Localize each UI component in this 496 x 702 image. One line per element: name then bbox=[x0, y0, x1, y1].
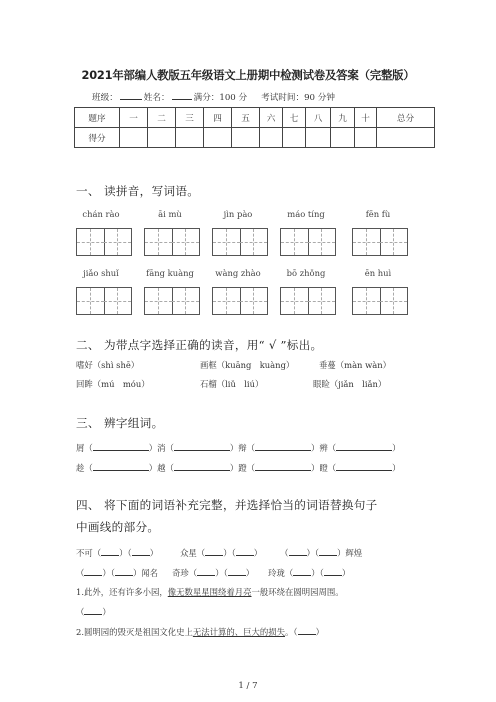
section-number: 四、 bbox=[76, 498, 100, 512]
answer-blank[interactable] bbox=[197, 566, 215, 576]
reading-option[interactable]: 嗜好（shì shē） bbox=[76, 360, 140, 370]
section2-heading bbox=[76, 337, 322, 353]
score-cell[interactable] bbox=[120, 128, 148, 148]
pinyin-label: bō zhǒng bbox=[286, 268, 326, 278]
score-cell[interactable] bbox=[306, 128, 331, 148]
underlined-phrase: 像无数星星围绕着月亮 bbox=[167, 587, 252, 597]
section-number: 二、 bbox=[76, 338, 100, 352]
section4-heading bbox=[76, 497, 378, 513]
writing-grid[interactable] bbox=[352, 287, 408, 315]
table-cell: 九 bbox=[331, 108, 355, 128]
answer-blank[interactable] bbox=[101, 546, 119, 556]
score-cell[interactable] bbox=[204, 128, 232, 148]
score-table-score-row bbox=[75, 128, 435, 148]
pinyin-label: jiǎo shuǐ bbox=[83, 268, 119, 278]
question-2: 2.圆明园的毁灭是祖国文化史上无法计算的、巨大的损失。（ ） bbox=[76, 627, 324, 637]
score-cell[interactable] bbox=[283, 128, 306, 148]
class-blank[interactable] bbox=[120, 90, 142, 100]
score-cell[interactable] bbox=[260, 128, 283, 148]
writing-grid[interactable] bbox=[212, 228, 268, 256]
writing-grid[interactable] bbox=[76, 228, 132, 256]
answer-blank[interactable] bbox=[255, 441, 311, 451]
table-cell: 三 bbox=[176, 108, 204, 128]
answer-blank[interactable] bbox=[236, 546, 254, 556]
answer-blank[interactable] bbox=[174, 461, 230, 471]
exam-info bbox=[92, 90, 335, 103]
pinyin-label: chán rào bbox=[82, 209, 120, 219]
answer-blank[interactable] bbox=[255, 461, 311, 471]
answer-blank[interactable] bbox=[298, 625, 316, 635]
time-label: 考试时间：90 分钟 bbox=[261, 93, 335, 103]
answer-blank[interactable] bbox=[84, 605, 102, 615]
score-table bbox=[74, 107, 435, 148]
section4-heading-cont: 中画线的部分。 bbox=[76, 520, 160, 534]
section-title: 为带点字选择正确的读音，用“ √ ”标出。 bbox=[104, 338, 323, 352]
section-number: 一、 bbox=[76, 184, 100, 198]
answer-blank[interactable] bbox=[93, 441, 149, 451]
table-cell: 五 bbox=[232, 108, 260, 128]
page-number: 1 / 7 bbox=[238, 681, 258, 691]
score-cell[interactable] bbox=[377, 128, 435, 148]
answer-blank[interactable] bbox=[115, 566, 133, 576]
pinyin-label: āi mù bbox=[158, 209, 182, 219]
answer-blank[interactable] bbox=[132, 546, 150, 556]
question-1-answer: （ ） bbox=[76, 607, 111, 617]
table-cell: 总分 bbox=[377, 108, 435, 128]
idiom-row: 不可（ ）（ ） 众星（ ）（ ） （ ）（ ）辉煌 bbox=[76, 548, 363, 558]
reading-option[interactable]: 垂蔓（màn wàn） bbox=[319, 360, 392, 370]
answer-blank[interactable] bbox=[293, 566, 311, 576]
score-cell[interactable] bbox=[176, 128, 204, 148]
name-label: 姓名： bbox=[143, 93, 170, 103]
table-cell: 六 bbox=[260, 108, 283, 128]
score-table-header-row bbox=[75, 108, 435, 128]
reading-option[interactable]: 回眸（mú móu） bbox=[76, 379, 150, 389]
answer-blank[interactable] bbox=[84, 566, 102, 576]
score-cell[interactable] bbox=[232, 128, 260, 148]
pinyin-label: ēn huì bbox=[364, 268, 392, 278]
question-1: 1.此外，还有许多小园，像无数星星围绕着月亮一般环绕在圆明园周围。 bbox=[76, 587, 344, 597]
underlined-phrase: 无法计算的、巨大的损失 bbox=[192, 627, 285, 637]
answer-blank[interactable] bbox=[336, 461, 392, 471]
section3-heading bbox=[76, 415, 163, 431]
table-cell: 一 bbox=[120, 108, 148, 128]
pinyin-label: fāng kuàng bbox=[146, 268, 194, 278]
pinyin-label: fēn fù bbox=[365, 209, 391, 219]
answer-blank[interactable] bbox=[319, 546, 337, 556]
pinyin-label: wàng zhào bbox=[215, 268, 261, 278]
score-label: 满分：100 分 bbox=[193, 93, 248, 103]
writing-grid[interactable] bbox=[212, 287, 268, 315]
answer-blank[interactable] bbox=[228, 566, 246, 576]
section1-heading bbox=[76, 183, 199, 199]
writing-grid[interactable] bbox=[352, 228, 408, 256]
answer-blank[interactable] bbox=[336, 441, 392, 451]
table-cell: 四 bbox=[204, 108, 232, 128]
page-title: 2021年部编人教版五年级语文上册期中检测试卷及答案（完整版） bbox=[81, 68, 415, 82]
table-cell: 八 bbox=[306, 108, 331, 128]
score-cell[interactable] bbox=[331, 128, 355, 148]
table-cell: 题序 bbox=[75, 108, 120, 128]
name-blank[interactable] bbox=[172, 90, 192, 100]
reading-option[interactable]: 画框（kuāng kuàng） bbox=[200, 360, 295, 370]
writing-grid[interactable] bbox=[144, 228, 200, 256]
word-group-row: 屑（ ）消（ ）辩（ ）辨（ ） bbox=[76, 443, 401, 453]
answer-blank[interactable] bbox=[324, 566, 342, 576]
answer-blank[interactable] bbox=[93, 461, 149, 471]
class-label: 班级： bbox=[92, 93, 118, 103]
pinyin-label: jìn pào bbox=[223, 209, 253, 219]
answer-blank[interactable] bbox=[205, 546, 223, 556]
answer-blank[interactable] bbox=[289, 546, 307, 556]
section-title: 辨字组词。 bbox=[104, 416, 164, 430]
table-cell: 得分 bbox=[75, 128, 120, 148]
reading-option[interactable]: 石榴（liǔ liú） bbox=[200, 379, 264, 389]
word-group-row: 趁（ ）越（ ）蹬（ ）瞪（ ） bbox=[76, 463, 401, 473]
reading-option[interactable]: 眼睑（jiǎn liǎn） bbox=[313, 379, 387, 389]
pinyin-label: máo tíng bbox=[287, 209, 325, 219]
answer-blank[interactable] bbox=[174, 441, 230, 451]
writing-grid[interactable] bbox=[76, 287, 132, 315]
writing-grid[interactable] bbox=[144, 287, 200, 315]
section-title: 读拼音，写词语。 bbox=[104, 184, 200, 198]
writing-grid[interactable] bbox=[280, 287, 336, 315]
table-cell: 十 bbox=[355, 108, 377, 128]
writing-grid[interactable] bbox=[280, 228, 336, 256]
table-cell: 二 bbox=[148, 108, 176, 128]
score-cell[interactable] bbox=[148, 128, 176, 148]
table-cell: 七 bbox=[283, 108, 306, 128]
section-number: 三、 bbox=[76, 416, 100, 430]
score-cell[interactable] bbox=[355, 128, 377, 148]
idiom-row: （ ）（ ）闻名 奇珍（ ）（ ） 玲珑（ ）（ ） bbox=[76, 568, 351, 578]
section-title: 将下面的词语补充完整，并选择恰当的词语替换句子 bbox=[104, 498, 378, 512]
